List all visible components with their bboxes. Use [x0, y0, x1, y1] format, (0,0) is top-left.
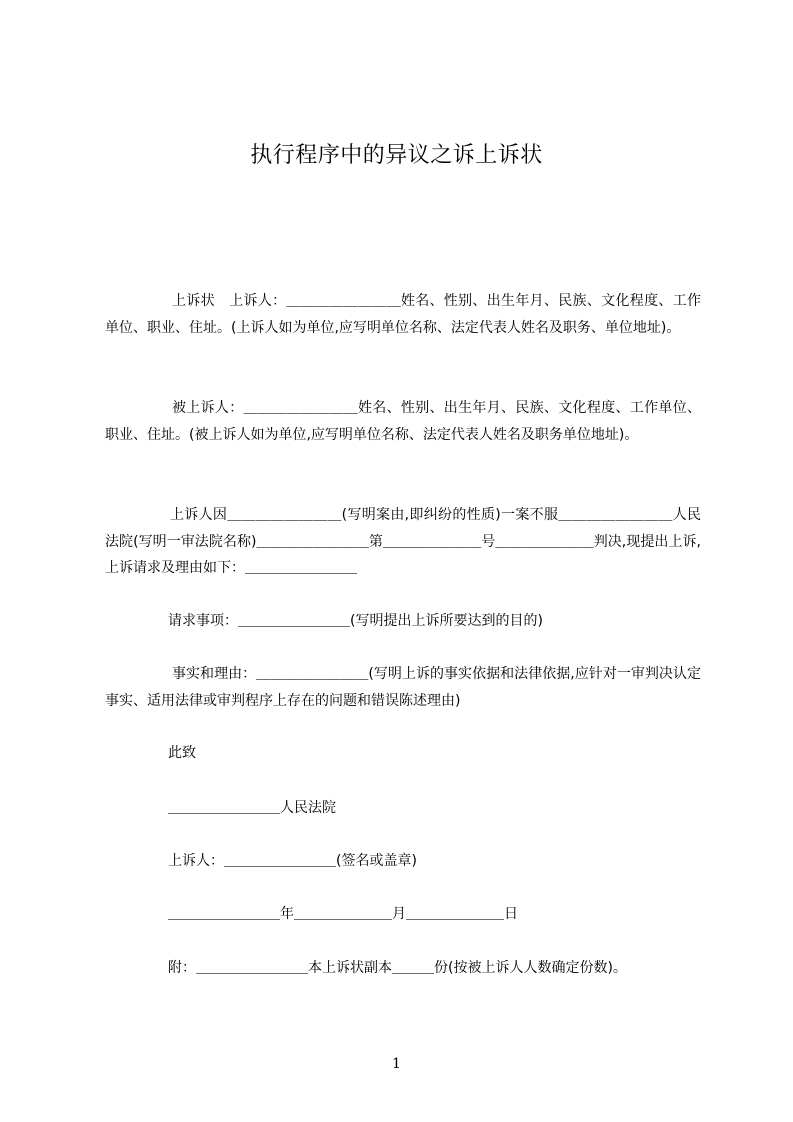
attachment-line: 附：＿＿＿＿＿＿＿＿本上诉状副本＿＿＿份(按被上诉人人数确定份数)。: [168, 960, 627, 976]
salutation: 此致: [168, 745, 196, 761]
date-line: ＿＿＿＿＿＿＿＿年＿＿＿＿＿＿＿月＿＿＿＿＿＿＿日: [168, 906, 518, 922]
claims-line: 请求事项：＿＿＿＿＿＿＿＿(写明提出上诉所要达到的目的): [168, 613, 543, 629]
appellant-paragraph: 上诉状 上诉人：＿＿＿＿＿＿＿＿姓名、性别、出生年月、民族、文化程度、工作单位、职业、住址。(上诉人如为单位,应写明单位名称、法定代表人姓名及职务、单位地址)。: [105, 293, 701, 336]
page-number: 1: [392, 1056, 401, 1072]
appellee-paragraph: 被上诉人：＿＿＿＿＿＿＿＿姓名、性别、出生年月、民族、文化程度、工作单位、职业、住址。(被上诉人如为单位,应写明单位名称、法定代表人姓名及职务单位地址)。: [105, 400, 701, 443]
facts-and-reasons-paragraph: 事实和理由：＿＿＿＿＿＿＿＿(写明上诉的事实依据和法律依据,应针对一审判决认定事实、适用法律或审判程序上存在的问题和错误陈述理由): [105, 666, 701, 709]
signature-line: 上诉人：＿＿＿＿＿＿＿＿(签名或盖章): [168, 853, 417, 869]
appeal-reason-paragraph: 上诉人因＿＿＿＿＿＿＿＿(写明案由,即纠纷的性质)一案不服＿＿＿＿＿＿＿＿人民法院(写明一审法院名称)＿＿＿＿＿＿＿＿第＿＿＿＿＿＿＿号＿＿＿＿＿＿＿判决,现提出上诉,上诉请求及理由如下：＿＿＿＿＿＿＿＿: [105, 507, 701, 576]
court-line: ＿＿＿＿＿＿＿＿人民法院: [168, 800, 336, 816]
document-title: 执行程序中的异议之诉上诉状: [250, 143, 543, 168]
